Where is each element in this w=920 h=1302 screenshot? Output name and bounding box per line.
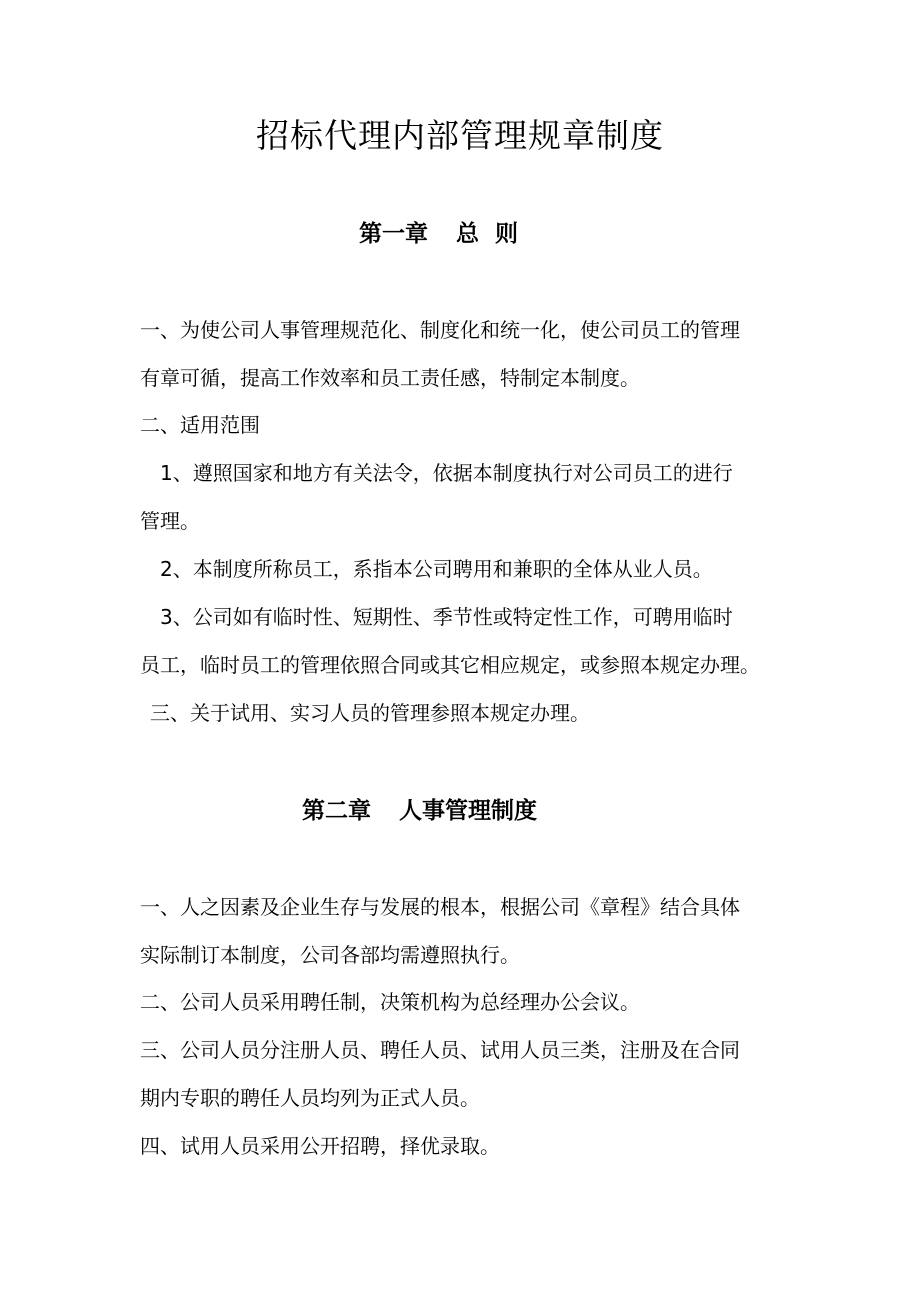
paragraph-line: 员工，临时员工的管理依照合同或其它相应规定，或参照本规定办理。 (140, 653, 760, 677)
paragraph-line: 3、公司如有临时性、短期性、季节性或特定性工作，可聘用临时 (160, 605, 733, 629)
paragraph-line: 三、关于试用、实习人员的管理参照本规定办理。 (150, 701, 590, 725)
chapter-2-name: 人事管理制度 (399, 798, 537, 824)
chapter-2-number: 第二章 (302, 798, 371, 824)
chapter-1-number: 第一章 (359, 221, 428, 247)
paragraph-line: 实际制订本制度，公司各部均需遵照执行。 (140, 943, 520, 967)
chapter-1-name: 总 则 (456, 221, 519, 247)
paragraph-line: 三、公司人员分注册人员、聘任人员、试用人员三类，注册及在合同 (140, 1038, 740, 1062)
paragraph-line: 1、遵照国家和地方有关法令，依据本制度执行对公司员工的进行 (160, 461, 733, 485)
paragraph-line: 2、本制度所称员工，系指本公司聘用和兼职的全体从业人员。 (160, 557, 713, 581)
chapter-2-heading (302, 793, 537, 829)
paragraph-line: 一、为使公司人事管理规范化、制度化和统一化，使公司员工的管理 (140, 318, 740, 342)
paragraph-line: 有章可循，提高工作效率和员工责任感，特制定本制度。 (140, 366, 640, 390)
chapter-1-heading (359, 216, 518, 252)
document-title: 招标代理内部管理规章制度 (256, 116, 664, 155)
paragraph-line: 四、试用人员采用公开招聘，择优录取。 (140, 1134, 500, 1158)
paragraph-line: 一、人之因素及企业生存与发展的根本，根据公司《章程》结合具体 (140, 895, 740, 919)
paragraph-line: 期内专职的聘任人员均列为正式人员。 (140, 1086, 480, 1110)
paragraph-line: 管理。 (140, 509, 200, 533)
paragraph-line: 二、公司人员采用聘任制，决策机构为总经理办公会议。 (140, 990, 640, 1014)
paragraph-line: 二、适用范围 (140, 413, 260, 437)
